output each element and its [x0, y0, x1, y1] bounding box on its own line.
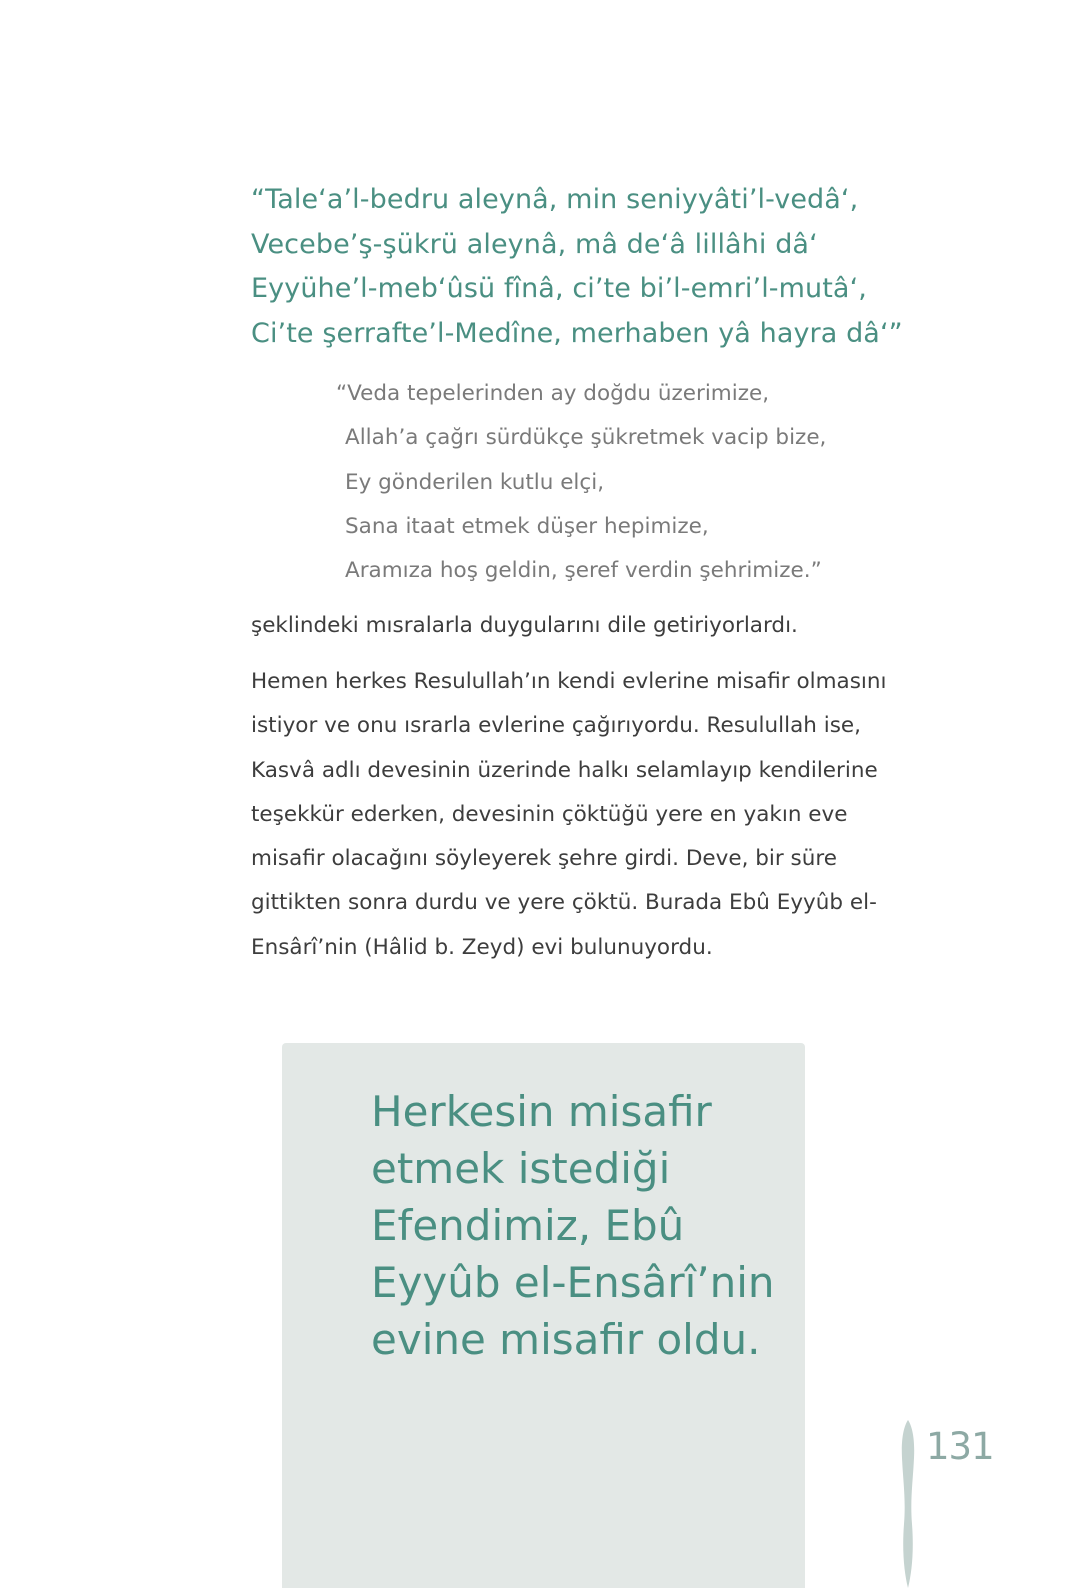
translation-poem-line: Allah’a çağrı sürdükçe şükretmek vacip bize,: [345, 425, 827, 451]
arabic-poem-line: Vecebe’ş-şükrü aleynâ, mâ de‘â lillâhi dâ‘: [251, 228, 818, 260]
pull-quote-text: Herkesin misafir etmek istediği Efendimiz, Ebû Eyyûb el-Ensârî’nin evine misafir oldu.: [371, 1087, 775, 1364]
body-paragraph: Hemen herkes Resulullah’ın kendi evlerine misafir olmasını istiyor ve onu ısrarla evlerine çağırıyordu. Resulullah ise, Kasvâ adlı devesinin üzerinde halkı selamlayıp kendilerine teşekkür ederken, devesinin çöktüğü yere en yakın eve misafir olacağını söyleyerek şehre girdi. Deve, bir süre gittikten sonra durdu ve yere çöktü. Burada Ebû Eyyûb el-Ensârî’nin (Hâlid b. Zeyd) evi bulunuyordu.: [251, 669, 887, 960]
page-ornament-icon: [898, 1420, 918, 1588]
arabic-poem: [251, 178, 903, 356]
arabic-poem-line: “Tale‘a’l-bedru aleynâ, min seniyyâti’l-vedâ‘,: [251, 184, 859, 215]
translation-poem-line: Ey gönderilen kutlu elçi,: [345, 469, 605, 495]
page-number: 131: [926, 1425, 994, 1468]
translation-poem-line: “Veda tepelerinden ay doğdu üzerimize,: [336, 381, 770, 406]
translation-poem-line: Aramıza hoş geldin, şeref verdin şehrimize.”: [345, 558, 822, 584]
arabic-poem-line: Eyyühe’l-meb‘ûsü fînâ, ci’te bi’l-emri’l-mutâ‘,: [251, 273, 867, 304]
arabic-poem-line: Ci’te şerrafte’l-Medîne, merhaben yâ hayra dâ‘”: [251, 317, 903, 349]
pull-quote-box: [282, 1043, 805, 1588]
translation-poem: [336, 372, 826, 593]
body-paragraph: şeklindeki mısralarla duygularını dile getiriyorlardı.: [251, 613, 798, 638]
translation-poem-line: Sana itaat etmek düşer hepimize,: [345, 513, 709, 539]
